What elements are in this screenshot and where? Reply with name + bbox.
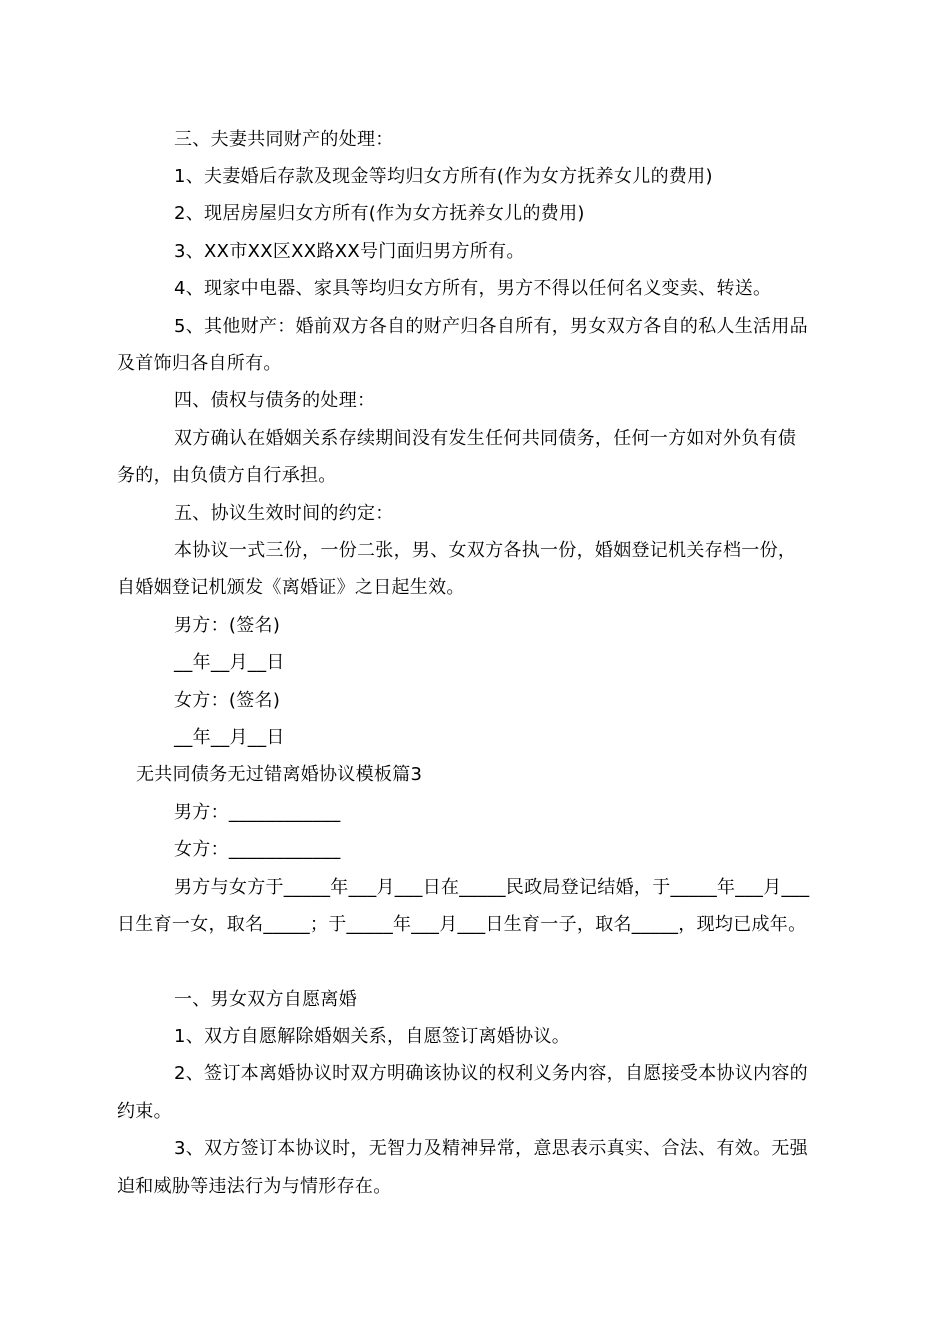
paragraph-line: 本协议一式三份，一份二张，男、女双方各执一份，婚姻登记机关存档一份， <box>174 540 797 561</box>
signature-line: 女方：(签名) <box>174 690 281 711</box>
paragraph-line: 双方确认在婚姻关系存续期间没有发生任何共同债务，任何一方如对外负有债 <box>174 428 797 449</box>
party-line: 男方：____________ <box>174 802 341 823</box>
date-line: __年__月__日 <box>174 652 285 673</box>
paragraph-line: 男方与女方于_____年___月___日在_____民政局登记结婚，于_____年___月___ <box>174 877 810 898</box>
party-line: 女方：____________ <box>174 839 341 860</box>
paragraph-line: 务的，由负债方自行承担。 <box>117 465 337 486</box>
paragraph-line: 约束。 <box>117 1101 172 1122</box>
paragraph-line: 1、双方自愿解除婚姻关系，自愿签订离婚协议。 <box>174 1026 571 1047</box>
paragraph-line: 4、现家中电器、家具等均归女方所有，男方不得以任何名义变卖、转送。 <box>174 278 772 299</box>
paragraph-line: 5、其他财产：婚前双方各自的财产归各自所有，男女双方各自的私人生活用品 <box>174 316 808 337</box>
paragraph-line: 及首饰归各自所有。 <box>117 353 282 374</box>
date-line: __年__月__日 <box>174 727 285 748</box>
paragraph-line: 迫和威胁等违法行为与情形存在。 <box>117 1176 392 1197</box>
paragraph-line: 日生育一女，取名_____；于_____年___月___日生育一子，取名_____，现均已成年。 <box>117 914 807 935</box>
template-title: 无共同债务无过错离婚协议模板篇3 <box>136 764 423 785</box>
paragraph-line: 1、夫妻婚后存款及现金等均归女方所有(作为女方抚养女儿的费用) <box>174 166 713 187</box>
section-heading: 五、协议生效时间的约定： <box>174 503 394 524</box>
paragraph-line: 2、现居房屋归女方所有(作为女方抚养女儿的费用) <box>174 203 585 224</box>
paragraph-line: 自婚姻登记机颁发《离婚证》之日起生效。 <box>117 577 465 598</box>
signature-line: 男方：(签名) <box>174 615 281 636</box>
paragraph-line: 2、签订本离婚协议时双方明确该协议的权利义务内容，自愿接受本协议内容的 <box>174 1063 808 1084</box>
paragraph-line: 3、XX市XX区XX路XX号门面归男方所有。 <box>174 241 525 262</box>
section-heading: 四、债权与债务的处理： <box>174 390 376 411</box>
section-heading: 一、男女双方自愿离婚 <box>174 989 357 1010</box>
paragraph-line: 3、双方签订本协议时，无智力及精神异常，意思表示真实、合法、有效。无强 <box>174 1138 808 1159</box>
section-heading: 三、夫妻共同财产的处理： <box>174 129 394 150</box>
